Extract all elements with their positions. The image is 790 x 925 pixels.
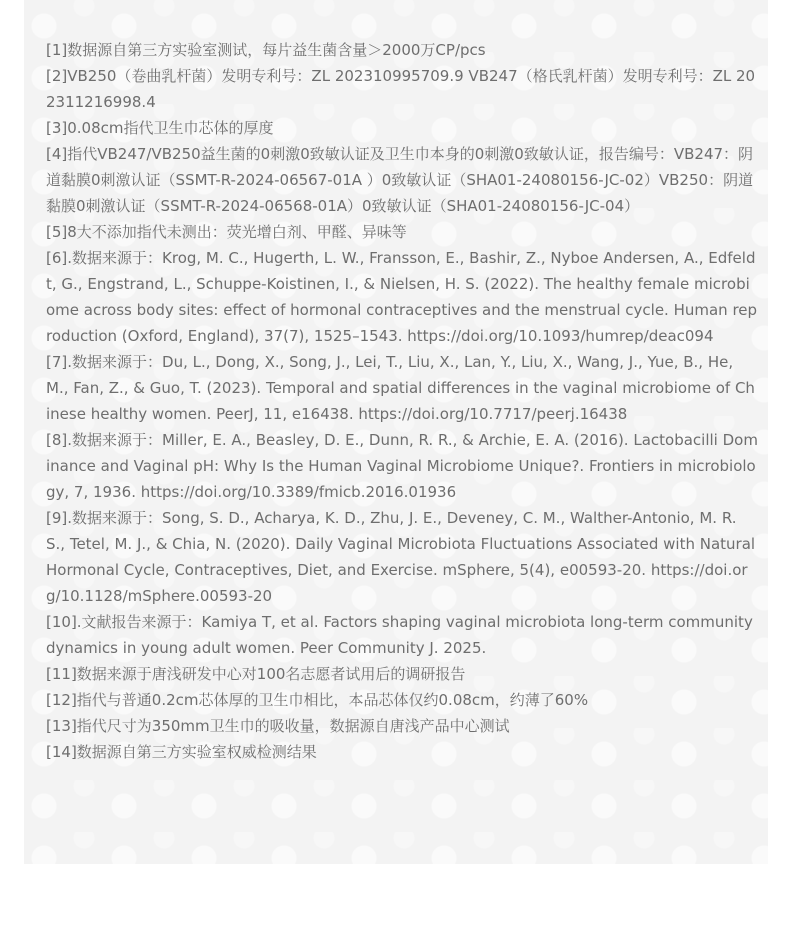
footnote-10: [10].文献报告来源于：Kamiya T, et al. Factors shaping vaginal microbiota long-term community dynamics in young adult women. Peer Community J. 2025. bbox=[46, 613, 753, 657]
footnote-6: [6].数据来源于：Krog, M. C., Hugerth, L. W., Fransson, E., Bashir, Z., Nyboe Andersen, A., Edfeldt, G., Engstrand, L., Schuppe-Koistinen, I., & Nielsen, H. S. (2022). The healthy female microbiome across body sites: effect of hormonal contraceptives and the menstrual cycle. Human reproduction (Oxford, England), 37(7), 1525–1543. https://doi.org/10.1093/humrep/deac094 bbox=[46, 249, 758, 345]
footnote-5: [5]8大不添加指代未测出：荧光增白剂、甲醛、异味等 bbox=[46, 223, 407, 241]
footnote-9: [9].数据来源于：Song, S. D., Acharya, K. D., Zhu, J. E., Deveney, C. M., Walther-Antonio, M. R. S., Tetel, M. J., & Chia, N. (2020). Daily Vaginal Microbiota Fluctuations Associated with Natural Hormonal Cycle, Contraceptives, Diet, and Exercise. mSphere, 5(4), e00593-20. https://doi.org/10.1128/mSphere.00593-20 bbox=[46, 509, 756, 605]
footnote-11: [11]数据来源于唐浅研发中心对100名志愿者试用后的调研报告 bbox=[46, 665, 466, 683]
footnote-7: [7].数据来源于：Du, L., Dong, X., Song, J., Lei, T., Liu, X., Lan, Y., Liu, X., Wang, J., Yue, B., He, M., Fan, Z., & Guo, T. (2023). Temporal and spatial differences in the vaginal microbiome of Chinese healthy women. PeerJ, 11, e16438. https://doi.org/10.7717/peerj.16438 bbox=[46, 353, 755, 423]
footnote-12: [12]指代与普通0.2cm芯体厚的卫生巾相比，本品芯体仅约0.08cm，约薄了60% bbox=[46, 691, 589, 709]
footnote-13: [13]指代尺寸为350mm卫生巾的吸收量，数据源自唐浅产品中心测试 bbox=[46, 717, 510, 735]
footnote-4: [4]指代VB247/VB250益生菌的0刺激0致敏认证及卫生巾本身的0刺激0致敏认证，报告编号：VB247：阴道黏膜0刺激认证（SSMT-R-2024-06567-01A ）0致敏认证（SHA01-24080156-JC-02）VB250：阴道黏膜0刺激认证（SSMT-R-2024-06568-01A）0致敏认证（SHA01-24080156-JC-04） bbox=[46, 145, 754, 215]
footnote-3: [3]0.08cm指代卫生巾芯体的厚度 bbox=[46, 119, 274, 137]
footnote-14: [14]数据源自第三方实验室权威检测结果 bbox=[46, 743, 317, 761]
footnote-2: [2]VB250（卷曲乳杆菌）发明专利号：ZL 202310995709.9 VB247（格氏乳杆菌）发明专利号：ZL 202311216998.4 bbox=[46, 67, 756, 111]
footnotes-list bbox=[46, 37, 758, 765]
footnote-8: [8].数据来源于：Miller, E. A., Beasley, D. E., Dunn, R. R., & Archie, E. A. (2016). Lactobacilli Dominance and Vaginal pH: Why Is the Human Vaginal Microbiome Unique?. Frontiers in microbiology, 7, 1936. https://doi.org/10.3389/fmicb.2016.01936 bbox=[46, 431, 758, 501]
footnote-1: [1]数据源自第三方实验室测试，每片益生菌含量＞2000万CP/pcs bbox=[46, 41, 486, 59]
